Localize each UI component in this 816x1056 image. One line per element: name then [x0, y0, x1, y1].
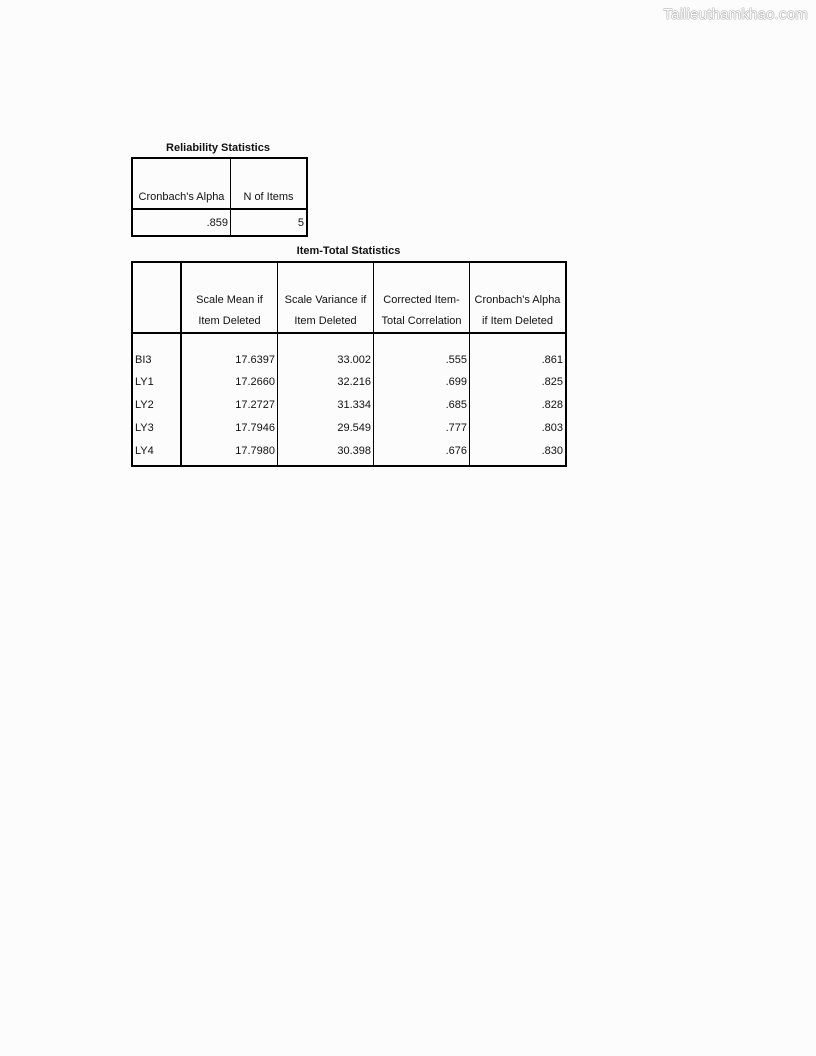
scale-variance-cell: 30.398: [278, 439, 374, 466]
reliability-statistics-table: [131, 157, 308, 237]
alpha-if-deleted-cell: .803: [470, 416, 567, 439]
scale-mean-cell: 17.2727: [181, 393, 278, 416]
header-cronbachs-alpha: Cronbach's Alpha: [132, 158, 231, 209]
row-label: LY1: [132, 370, 181, 393]
header-corrected-correlation: Corrected Item-Total Correlation: [374, 262, 470, 333]
corrected-correlation-cell: .685: [374, 393, 470, 416]
item-total-statistics-title: Item-Total Statistics: [296, 245, 401, 257]
header-item: [132, 262, 181, 333]
corrected-correlation-cell: .676: [374, 439, 470, 466]
table-row: [132, 209, 307, 236]
table-row: [132, 333, 566, 370]
scale-mean-cell: 17.7946: [181, 416, 278, 439]
header-alpha-if-deleted: Cronbach's Alpha if Item Deleted: [470, 262, 567, 333]
reliability-statistics-title: Reliability Statistics: [166, 142, 270, 154]
table-row: [132, 439, 566, 466]
watermark-text: Tailieuthamkhao.com: [663, 6, 808, 23]
cronbachs-alpha-value: .859: [132, 209, 231, 236]
row-label: LY3: [132, 416, 181, 439]
table-row: [132, 370, 566, 393]
table-header-row: [132, 158, 307, 209]
alpha-if-deleted-cell: .825: [470, 370, 567, 393]
table-row: [132, 416, 566, 439]
row-label: LY4: [132, 439, 181, 466]
scale-mean-cell: 17.2660: [181, 370, 278, 393]
header-scale-variance: Scale Variance if Item Deleted: [278, 262, 374, 333]
scale-mean-cell: 17.7980: [181, 439, 278, 466]
n-of-items-value: 5: [231, 209, 308, 236]
scale-variance-cell: 32.216: [278, 370, 374, 393]
item-total-statistics-table: [131, 261, 567, 467]
row-label: BI3: [132, 333, 181, 370]
header-scale-mean: Scale Mean if Item Deleted: [181, 262, 278, 333]
corrected-correlation-cell: .699: [374, 370, 470, 393]
header-n-of-items: N of Items: [231, 158, 308, 209]
scale-variance-cell: 33.002: [278, 333, 374, 370]
alpha-if-deleted-cell: .830: [470, 439, 567, 466]
table-row: [132, 393, 566, 416]
row-label: LY2: [132, 393, 181, 416]
corrected-correlation-cell: .555: [374, 333, 470, 370]
corrected-correlation-cell: .777: [374, 416, 470, 439]
scale-variance-cell: 29.549: [278, 416, 374, 439]
alpha-if-deleted-cell: .828: [470, 393, 567, 416]
scale-variance-cell: 31.334: [278, 393, 374, 416]
scale-mean-cell: 17.6397: [181, 333, 278, 370]
alpha-if-deleted-cell: .861: [470, 333, 567, 370]
table-header-row: [132, 262, 566, 333]
